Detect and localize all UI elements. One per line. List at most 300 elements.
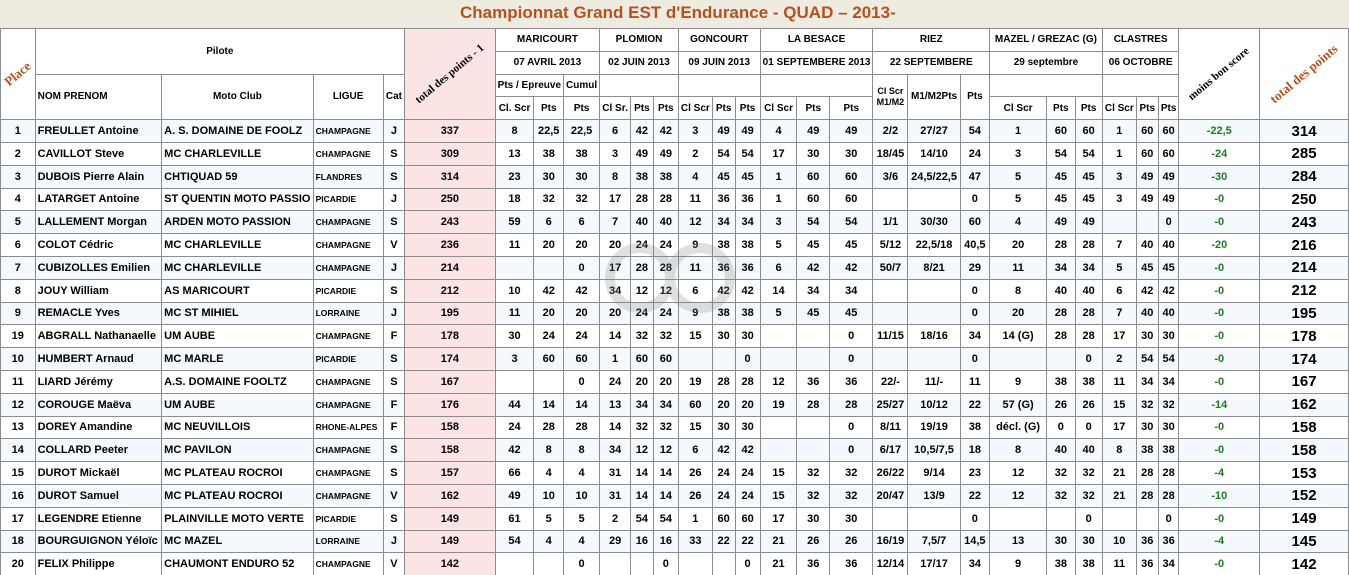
score-cell: 11/15 <box>873 325 908 348</box>
score-cell: 54 <box>495 530 534 553</box>
table-row <box>1 484 1349 507</box>
score-cell: 34 <box>960 553 989 575</box>
score-cell: 0 <box>830 439 873 462</box>
score-cell: 0 <box>653 553 678 575</box>
score-cell: 38 <box>631 165 654 188</box>
cat-cell: S <box>383 348 404 371</box>
score-cell: 5 <box>534 507 564 530</box>
moto-club-cell: A. S. DOMAINE DE FOOLZ <box>162 120 313 143</box>
score-cell: 0 <box>1047 416 1075 439</box>
score-cell: 28 <box>1075 325 1102 348</box>
score-cell <box>1047 348 1075 371</box>
score-cell: 4 <box>990 211 1047 234</box>
event-date-plomion: 02 JUIN 2013 <box>600 51 679 74</box>
score-cell: 45 <box>1158 256 1179 279</box>
plomion-pts-header: Pts <box>631 97 654 120</box>
score-cell: 13/9 <box>908 484 960 507</box>
score-cell: 60 <box>830 188 873 211</box>
cat-cell: J <box>383 530 404 553</box>
score-cell <box>678 348 712 371</box>
score-cell: 18/45 <box>873 142 908 165</box>
score-cell: 34 <box>797 279 830 302</box>
score-cell: 28 <box>797 393 830 416</box>
cumul-header: Cumul <box>564 74 600 97</box>
score-cell: 49 <box>495 484 534 507</box>
score-cell: 2 <box>678 142 712 165</box>
score-cell: 36 <box>830 370 873 393</box>
score-cell: 45 <box>1047 165 1075 188</box>
standings-table <box>0 28 1349 575</box>
ligue-cell: CHAMPAGNE <box>313 439 383 462</box>
score-cell: 54 <box>653 507 678 530</box>
score-cell: 45 <box>1075 165 1102 188</box>
score-cell: 40 <box>1158 234 1179 257</box>
place-cell: 19 <box>1 325 36 348</box>
score-cell <box>534 256 564 279</box>
ligue-cell: CHAMPAGNE <box>313 256 383 279</box>
goncourt-pts-header: Pts <box>712 97 735 120</box>
total-points-cell: 158 <box>1260 439 1349 462</box>
score-cell <box>908 507 960 530</box>
score-cell: 6 <box>678 439 712 462</box>
score-cell: 28 <box>1075 302 1102 325</box>
score-cell: 28 <box>564 416 600 439</box>
score-cell: 54 <box>735 142 760 165</box>
pilot-name-cell: ABGRALL Nathanaelle <box>35 325 162 348</box>
score-cell: 12/14 <box>873 553 908 575</box>
score-cell: 42 <box>564 279 600 302</box>
event-header-la-besace: LA BESACE <box>760 29 873 52</box>
score-cell: 21 <box>1102 484 1136 507</box>
score-cell: 60 <box>735 507 760 530</box>
pilot-name-cell: LALLEMENT Morgan <box>35 211 162 234</box>
place-cell: 7 <box>1 256 36 279</box>
score-cell: 14,5 <box>960 530 989 553</box>
score-cell: 24 <box>712 484 735 507</box>
score-cell: 0 <box>960 302 989 325</box>
score-cell: 3 <box>678 120 712 143</box>
score-cell: 3 <box>760 211 797 234</box>
score-cell: 28 <box>631 188 654 211</box>
score-cell: 28 <box>653 256 678 279</box>
event-date-maricourt: 07 AVRIL 2013 <box>495 51 599 74</box>
place-cell: 2 <box>1 142 36 165</box>
score-cell: 32 <box>534 188 564 211</box>
score-cell: 19 <box>760 393 797 416</box>
score-cell: 19/19 <box>908 416 960 439</box>
score-cell: 38 <box>1075 370 1102 393</box>
score-cell <box>797 348 830 371</box>
worst-score-cell: -0 <box>1179 325 1260 348</box>
score-cell: 34 <box>1136 370 1158 393</box>
score-cell: 14 <box>653 484 678 507</box>
total-points-cell: 149 <box>1260 507 1349 530</box>
empty-sub-plomion <box>600 74 679 97</box>
score-cell: 0 <box>1075 348 1102 371</box>
place-cell: 15 <box>1 462 36 485</box>
score-cell: 49 <box>735 120 760 143</box>
event-date-mazel: 29 septembre <box>990 51 1103 74</box>
score-cell: 45 <box>1136 256 1158 279</box>
empty-sub-mazel <box>990 74 1103 97</box>
score-cell: 60 <box>1158 120 1179 143</box>
total-minus-one-cell: 149 <box>405 507 496 530</box>
event-header-clastres: CLASTRES <box>1102 29 1179 52</box>
pilot-name-cell: DUBOIS Pierre Alain <box>35 165 162 188</box>
cat-cell: S <box>383 211 404 234</box>
score-cell: 9/14 <box>908 462 960 485</box>
score-cell: 36 <box>712 256 735 279</box>
score-cell: 34 <box>653 393 678 416</box>
score-cell <box>797 439 830 462</box>
score-cell: 22,5 <box>564 120 600 143</box>
score-cell: 28 <box>1158 484 1179 507</box>
score-cell: 44 <box>495 393 534 416</box>
score-cell: 42 <box>631 120 654 143</box>
score-cell: 38 <box>960 416 989 439</box>
score-cell: 28 <box>1136 462 1158 485</box>
place-cell: 3 <box>1 165 36 188</box>
total-points-cell: 243 <box>1260 211 1349 234</box>
score-cell: 20 <box>534 302 564 325</box>
score-cell: 14 <box>600 325 631 348</box>
score-cell: 12 <box>990 484 1047 507</box>
score-cell: 17 <box>1102 416 1136 439</box>
score-cell: 32 <box>653 325 678 348</box>
score-cell: 40 <box>1136 234 1158 257</box>
score-cell: 28 <box>735 370 760 393</box>
score-cell: 28 <box>712 370 735 393</box>
score-cell: 54 <box>830 211 873 234</box>
total-minus-one-cell: 176 <box>405 393 496 416</box>
pilot-name-cell: JOUY William <box>35 279 162 302</box>
score-cell: 18 <box>495 188 534 211</box>
score-cell: 38 <box>712 234 735 257</box>
ligue-cell: PICARDIE <box>313 348 383 371</box>
score-cell: 6 <box>534 211 564 234</box>
maricourt-cl-header: Cl. Scr <box>495 97 534 120</box>
score-cell: 14 <box>600 416 631 439</box>
cat-cell: S <box>383 507 404 530</box>
total-points-cell: 145 <box>1260 530 1349 553</box>
score-cell <box>908 279 960 302</box>
table-row <box>1 325 1349 348</box>
score-cell: 32 <box>653 416 678 439</box>
score-cell: 10,5/7,5 <box>908 439 960 462</box>
score-cell: 66 <box>495 462 534 485</box>
score-cell: 0 <box>564 370 600 393</box>
table-row <box>1 188 1349 211</box>
place-cell: 16 <box>1 484 36 507</box>
moto-club-cell: MC PLATEAU ROCROI <box>162 462 313 485</box>
total-points-cell: 153 <box>1260 462 1349 485</box>
score-cell: 10 <box>534 484 564 507</box>
score-cell: 0 <box>564 553 600 575</box>
score-cell: 8 <box>990 279 1047 302</box>
total-points-label: total des points <box>1266 41 1341 107</box>
score-cell: 11 <box>678 188 712 211</box>
table-row <box>1 393 1349 416</box>
score-cell: 12 <box>990 462 1047 485</box>
score-cell: 40 <box>1047 279 1075 302</box>
score-cell: 38 <box>735 234 760 257</box>
score-cell: 2 <box>1102 348 1136 371</box>
ligue-cell: CHAMPAGNE <box>313 211 383 234</box>
score-cell: 30 <box>735 416 760 439</box>
score-cell <box>495 256 534 279</box>
worst-score-cell: -20 <box>1179 234 1260 257</box>
total-points-cell: 214 <box>1260 256 1349 279</box>
moto-club-cell: MC CHARLEVILLE <box>162 142 313 165</box>
score-cell: 45 <box>830 234 873 257</box>
score-cell <box>600 553 631 575</box>
cat-cell: S <box>383 370 404 393</box>
total-points-cell: 212 <box>1260 279 1349 302</box>
score-cell: 30 <box>1136 325 1158 348</box>
score-cell: 28 <box>1158 462 1179 485</box>
score-cell: 28 <box>1047 234 1075 257</box>
score-cell: 28 <box>1047 302 1075 325</box>
worst-score-cell: -0 <box>1179 302 1260 325</box>
score-cell: 32 <box>1047 484 1075 507</box>
score-cell: 8/21 <box>908 256 960 279</box>
ligue-cell: PICARDIE <box>313 507 383 530</box>
place-cell: 4 <box>1 188 36 211</box>
table-row <box>1 120 1349 143</box>
pilot-name-cell: COLLARD Peeter <box>35 439 162 462</box>
score-cell: 4 <box>760 120 797 143</box>
moto-club-cell: MC PLATEAU ROCROI <box>162 484 313 507</box>
score-cell: 36 <box>735 188 760 211</box>
score-cell: 38 <box>564 142 600 165</box>
event-header-goncourt: GONCOURT <box>678 29 760 52</box>
score-cell <box>797 325 830 348</box>
score-cell: 60 <box>1158 142 1179 165</box>
score-cell: 4 <box>534 530 564 553</box>
score-cell: 17/17 <box>908 553 960 575</box>
total-points-cell: 285 <box>1260 142 1349 165</box>
score-cell: 5 <box>990 188 1047 211</box>
score-cell: 0 <box>735 553 760 575</box>
score-cell: 38 <box>534 142 564 165</box>
pts-epreuve-header: Pts / Epreuve <box>495 74 563 97</box>
score-cell: 3 <box>1102 188 1136 211</box>
place-cell: 5 <box>1 211 36 234</box>
score-cell: 26 <box>678 462 712 485</box>
cat-cell: S <box>383 439 404 462</box>
score-cell: 30 <box>564 165 600 188</box>
plomion-cumul-pts-header: Pts <box>653 97 678 120</box>
score-cell: 10/12 <box>908 393 960 416</box>
total-minus-one-cell: 314 <box>405 165 496 188</box>
score-cell: 34 <box>712 211 735 234</box>
score-cell: 22/- <box>873 370 908 393</box>
score-cell: 40 <box>653 211 678 234</box>
score-cell: 11 <box>990 256 1047 279</box>
table-row <box>1 507 1349 530</box>
score-cell: 42 <box>1136 279 1158 302</box>
pilot-name-cell: DUROT Mickaël <box>35 462 162 485</box>
score-cell: 38 <box>653 165 678 188</box>
table-row <box>1 302 1349 325</box>
score-cell: 20 <box>990 234 1047 257</box>
score-cell: 49 <box>797 120 830 143</box>
riez-m-header: M1/M2Pts <box>908 74 960 120</box>
table-row <box>1 416 1349 439</box>
cat-cell: V <box>383 484 404 507</box>
pilot-name-cell: LEGENDRE Etienne <box>35 507 162 530</box>
score-cell: 60 <box>653 348 678 371</box>
score-cell: 49 <box>631 142 654 165</box>
score-cell: 9 <box>990 370 1047 393</box>
score-cell: 3 <box>990 142 1047 165</box>
table-row <box>1 256 1349 279</box>
mazel-pts-header: Pts <box>1047 97 1075 120</box>
score-cell: 12 <box>678 211 712 234</box>
total-points-cell: 216 <box>1260 234 1349 257</box>
score-cell: 17 <box>760 142 797 165</box>
score-cell: 0 <box>1075 416 1102 439</box>
worst-score-label: moins bon score <box>1186 45 1253 103</box>
score-cell: 30 <box>1158 416 1179 439</box>
score-cell: 22,5/18 <box>908 234 960 257</box>
score-cell: 12 <box>760 370 797 393</box>
score-cell: 42 <box>735 439 760 462</box>
score-cell: 30 <box>797 507 830 530</box>
score-cell: 38 <box>1075 553 1102 575</box>
score-cell: 7 <box>1102 302 1136 325</box>
cat-cell: F <box>383 416 404 439</box>
score-cell: 34 <box>1158 370 1179 393</box>
score-cell: 30 <box>735 325 760 348</box>
score-cell: 34 <box>600 439 631 462</box>
score-cell: 47 <box>960 165 989 188</box>
cat-cell: V <box>383 553 404 575</box>
moto-club-cell: MC PAVILON <box>162 439 313 462</box>
score-cell: 60 <box>1075 120 1102 143</box>
total-minus-one-cell: 178 <box>405 325 496 348</box>
place-cell: 13 <box>1 416 36 439</box>
total-points-cell: 174 <box>1260 348 1349 371</box>
pilot-name-cell: FELIX Philippe <box>35 553 162 575</box>
score-cell: 32 <box>797 462 830 485</box>
score-cell: 36 <box>797 553 830 575</box>
score-cell: 32 <box>631 416 654 439</box>
score-cell: 11 <box>495 302 534 325</box>
worst-score-cell: -14 <box>1179 393 1260 416</box>
event-header-mazel: MAZEL / GREZAC (G) <box>990 29 1103 52</box>
score-cell: 30 <box>495 325 534 348</box>
score-cell: 8 <box>564 439 600 462</box>
pilot-name-cell: CAVILLOT Steve <box>35 142 162 165</box>
pilote-header: Pilote <box>35 29 405 75</box>
score-cell: 6 <box>760 256 797 279</box>
score-cell: 60 <box>631 348 654 371</box>
title-bar <box>0 0 1349 28</box>
score-cell: 17 <box>600 256 631 279</box>
place-header <box>1 29 36 120</box>
cat-cell: J <box>383 120 404 143</box>
score-cell: 26 <box>797 530 830 553</box>
score-cell: 13 <box>495 142 534 165</box>
table-row <box>1 234 1349 257</box>
score-cell: 49 <box>653 142 678 165</box>
score-cell: 23 <box>960 462 989 485</box>
score-cell: 5 <box>564 507 600 530</box>
total-minus-one-cell: 174 <box>405 348 496 371</box>
total-points-cell: 167 <box>1260 370 1349 393</box>
place-header-label: Place <box>1 58 34 89</box>
score-cell: 36 <box>1136 553 1158 575</box>
total-minus-one-cell: 149 <box>405 530 496 553</box>
event-date-la-besace: 01 SEPTEMBERE 2013 <box>760 51 873 74</box>
score-cell: 60 <box>830 165 873 188</box>
score-cell: 34 <box>960 325 989 348</box>
score-cell: 14 (G) <box>990 325 1047 348</box>
score-cell: 20 <box>564 302 600 325</box>
score-cell: 0 <box>1075 507 1102 530</box>
score-cell: 32 <box>797 484 830 507</box>
score-cell: 26 <box>1047 393 1075 416</box>
score-cell: 60 <box>1047 120 1075 143</box>
event-header-riez: RIEZ <box>873 29 990 52</box>
score-cell: 24 <box>653 234 678 257</box>
score-cell: 24 <box>631 302 654 325</box>
worst-score-cell: -10 <box>1179 484 1260 507</box>
score-cell: 54 <box>1047 142 1075 165</box>
moto-club-cell: MC CHARLEVILLE <box>162 256 313 279</box>
score-cell: 0 <box>1158 507 1179 530</box>
score-cell: 60 <box>1136 142 1158 165</box>
score-cell: 42 <box>735 279 760 302</box>
score-cell: 9 <box>678 234 712 257</box>
score-cell: 30 <box>712 416 735 439</box>
score-cell: 1 <box>678 507 712 530</box>
empty-sub-la-besace <box>760 74 873 97</box>
ligue-cell: RHONE-ALPES <box>313 416 383 439</box>
score-cell: 50/7 <box>873 256 908 279</box>
moto-club-cell: PLAINVILLE MOTO VERTE <box>162 507 313 530</box>
cat-cell: F <box>383 393 404 416</box>
score-cell: 11 <box>1102 370 1136 393</box>
score-cell: 49 <box>1136 188 1158 211</box>
score-cell: 29 <box>600 530 631 553</box>
score-cell: 34 <box>1158 553 1179 575</box>
score-cell: 34 <box>1047 256 1075 279</box>
clastres-cl-header: Cl Scr <box>1102 97 1136 120</box>
score-cell <box>712 553 735 575</box>
score-cell: 40,5 <box>960 234 989 257</box>
place-cell: 6 <box>1 234 36 257</box>
riez-cl-header: Cl Scr M1/M2 <box>873 74 908 120</box>
score-cell: 28 <box>534 416 564 439</box>
table-row <box>1 553 1349 575</box>
pilot-name-cell: LATARGET Antoine <box>35 188 162 211</box>
score-cell: 28 <box>1047 325 1075 348</box>
cat-cell: V <box>383 234 404 257</box>
score-cell: 0 <box>564 256 600 279</box>
score-cell: 24 <box>653 302 678 325</box>
score-cell: 6 <box>564 211 600 234</box>
cat-cell: S <box>383 142 404 165</box>
score-cell <box>760 348 797 371</box>
worst-score-cell: -30 <box>1179 165 1260 188</box>
moto-club-cell: ARDEN MOTO PASSION <box>162 211 313 234</box>
score-cell: 42 <box>1158 279 1179 302</box>
score-cell: 8 <box>495 120 534 143</box>
moto-club-cell: CHAUMONT ENDURO 52 <box>162 553 313 575</box>
moto-club-cell: UM AUBE <box>162 393 313 416</box>
